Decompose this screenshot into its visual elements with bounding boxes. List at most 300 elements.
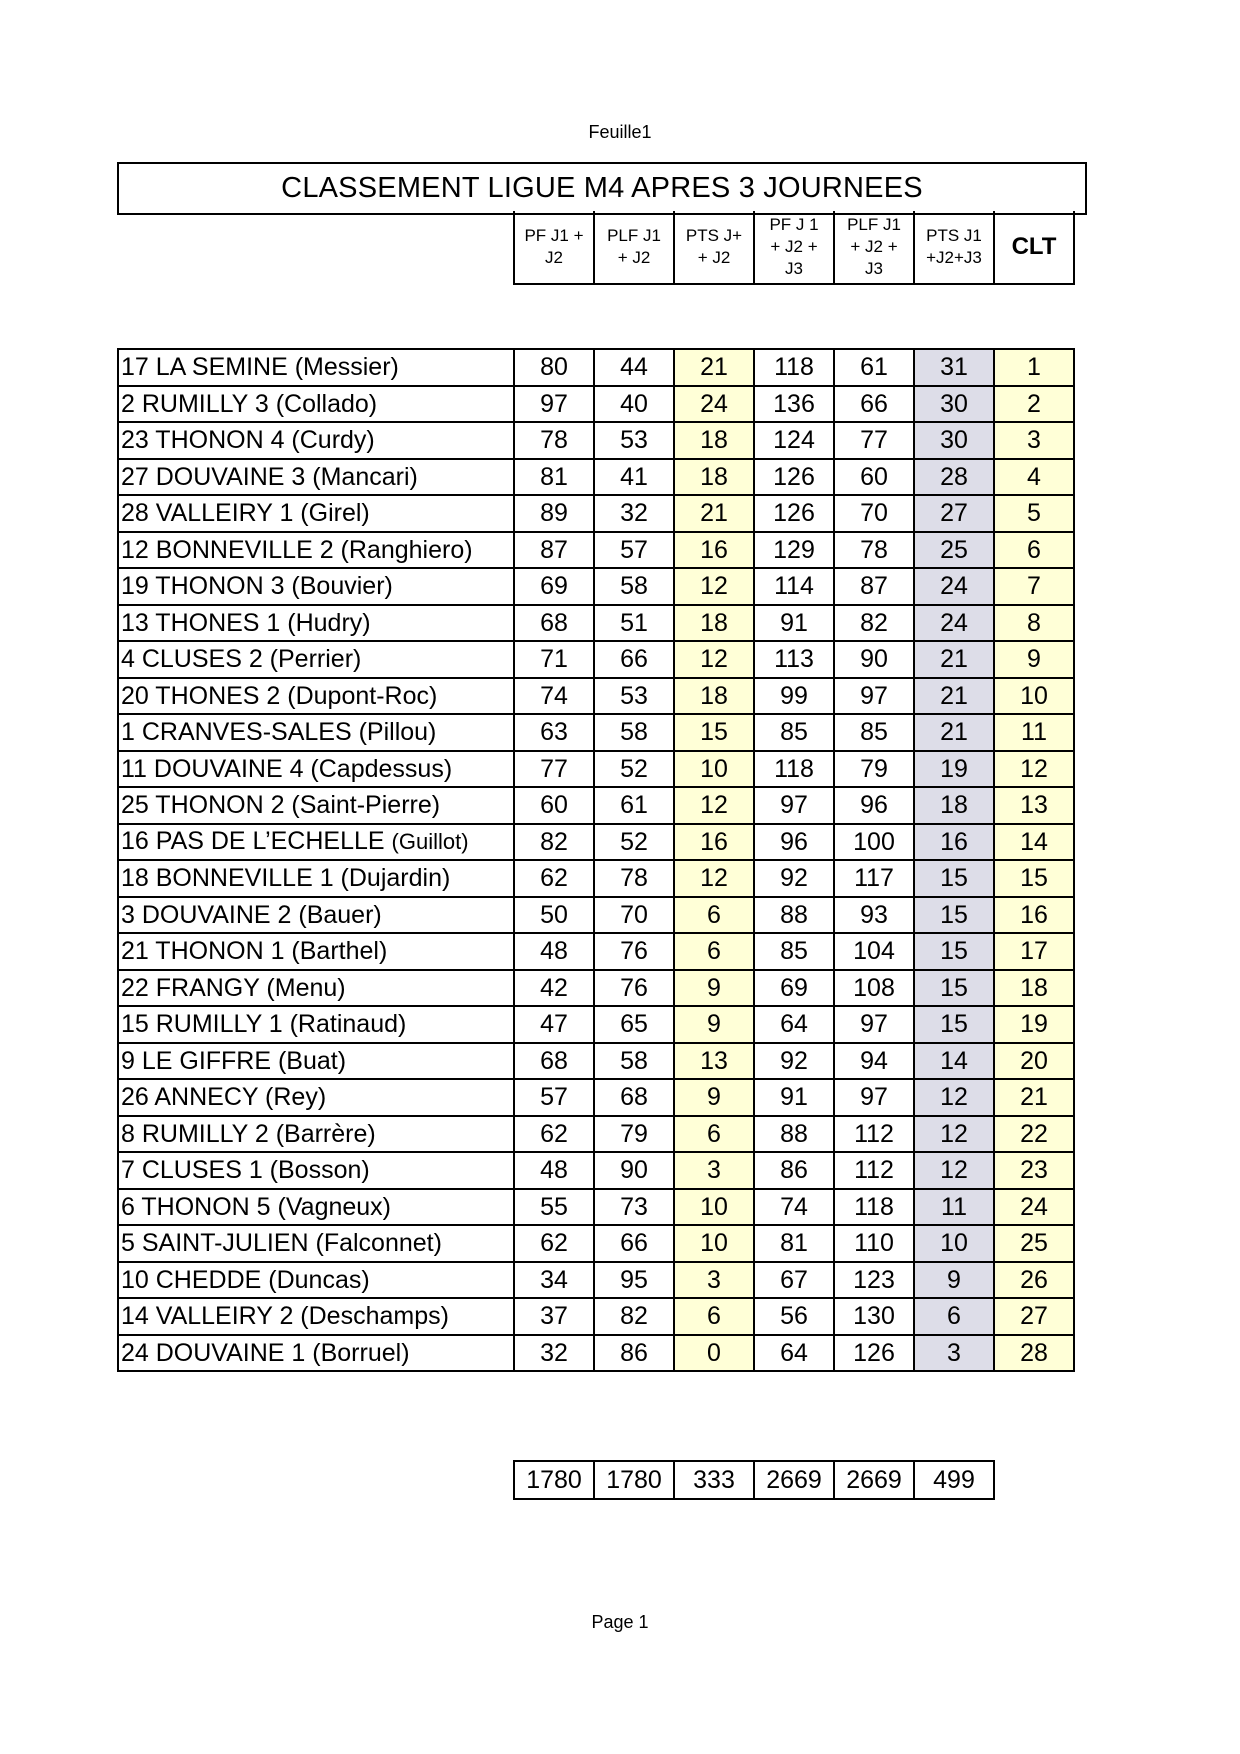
pts-cell: 12 bbox=[674, 568, 754, 605]
header-line: PTS J+ bbox=[685, 226, 743, 245]
plf-cell: 58 bbox=[594, 568, 674, 605]
team-cell bbox=[118, 1152, 514, 1189]
team-name: 10 CHEDDE (Duncas) bbox=[121, 1265, 370, 1294]
pts-total-cell: 27 bbox=[914, 495, 994, 532]
total-pf3: 2669 bbox=[754, 1461, 834, 1499]
team-coach: (Guillot) bbox=[391, 829, 469, 855]
rank-cell: 24 bbox=[994, 1189, 1074, 1226]
rank-cell: 4 bbox=[994, 459, 1074, 496]
header-line: + J2 bbox=[617, 248, 651, 267]
team-cell bbox=[118, 1189, 514, 1226]
team-name: 20 THONES 2 (Dupont-Roc) bbox=[121, 681, 438, 710]
team-name: 12 BONNEVILLE 2 (Ranghiero) bbox=[121, 535, 473, 564]
header-pf-j1-j2 bbox=[514, 211, 594, 284]
plf-total-cell: 118 bbox=[834, 1189, 914, 1226]
pts-total-cell: 16 bbox=[914, 824, 994, 861]
rank-cell: 11 bbox=[994, 714, 1074, 751]
plf-cell: 66 bbox=[594, 1225, 674, 1262]
table-row bbox=[118, 1116, 1074, 1153]
pf-total-cell: 67 bbox=[754, 1262, 834, 1299]
pts-total-cell: 24 bbox=[914, 605, 994, 642]
header-pf-j1-j2-j3 bbox=[754, 211, 834, 284]
ranking-title: CLASSEMENT LIGUE M4 APRES 3 JOURNEES bbox=[117, 162, 1087, 215]
header-line: + J2 + bbox=[770, 237, 818, 256]
plf-total-cell: 82 bbox=[834, 605, 914, 642]
plf-cell: 32 bbox=[594, 495, 674, 532]
plf-cell: 52 bbox=[594, 751, 674, 788]
team-cell bbox=[118, 349, 514, 386]
pts-cell: 16 bbox=[674, 532, 754, 569]
pf-total-cell: 88 bbox=[754, 897, 834, 934]
plf-total-cell: 117 bbox=[834, 860, 914, 897]
total-pts3: 499 bbox=[914, 1461, 994, 1499]
plf-cell: 51 bbox=[594, 605, 674, 642]
team-name: 7 CLUSES 1 (Bosson) bbox=[121, 1156, 370, 1185]
header-line: J2 bbox=[545, 248, 563, 267]
plf-total-cell: 66 bbox=[834, 386, 914, 423]
plf-cell: 76 bbox=[594, 970, 674, 1007]
pf-total-cell: 91 bbox=[754, 1079, 834, 1116]
table-row bbox=[118, 933, 1074, 970]
pts-cell: 9 bbox=[674, 970, 754, 1007]
pts-cell: 3 bbox=[674, 1262, 754, 1299]
pf-cell: 69 bbox=[514, 568, 594, 605]
table-row bbox=[118, 532, 1074, 569]
pf-total-cell: 114 bbox=[754, 568, 834, 605]
plf-total-cell: 126 bbox=[834, 1335, 914, 1372]
pts-total-cell: 21 bbox=[914, 678, 994, 715]
table-row bbox=[118, 714, 1074, 751]
rank-cell: 28 bbox=[994, 1335, 1074, 1372]
pts-cell: 10 bbox=[674, 751, 754, 788]
rank-cell: 13 bbox=[994, 787, 1074, 824]
pts-cell: 21 bbox=[674, 495, 754, 532]
pf-total-cell: 86 bbox=[754, 1152, 834, 1189]
team-name: 27 DOUVAINE 3 (Mancari) bbox=[121, 462, 418, 491]
team-cell bbox=[118, 1225, 514, 1262]
table-row bbox=[118, 1335, 1074, 1372]
pf-cell: 82 bbox=[514, 824, 594, 861]
pf-total-cell: 113 bbox=[754, 641, 834, 678]
team-name: 3 DOUVAINE 2 (Bauer) bbox=[121, 900, 382, 929]
pts-total-cell: 18 bbox=[914, 787, 994, 824]
table-row bbox=[118, 1079, 1074, 1116]
pf-cell: 89 bbox=[514, 495, 594, 532]
header-pts-j1-j2 bbox=[674, 211, 754, 284]
team-name: 2 RUMILLY 3 (Collado) bbox=[121, 389, 378, 418]
team-cell bbox=[118, 1262, 514, 1299]
ranking-table bbox=[117, 348, 1075, 1372]
plf-total-cell: 61 bbox=[834, 349, 914, 386]
pf-total-cell: 74 bbox=[754, 1189, 834, 1226]
plf-total-cell: 94 bbox=[834, 1043, 914, 1080]
plf-cell: 86 bbox=[594, 1335, 674, 1372]
table-row bbox=[118, 1043, 1074, 1080]
table-row bbox=[118, 787, 1074, 824]
team-cell bbox=[118, 532, 514, 569]
pts-total-cell: 12 bbox=[914, 1152, 994, 1189]
plf-cell: 53 bbox=[594, 678, 674, 715]
table-row bbox=[118, 751, 1074, 788]
pf-total-cell: 64 bbox=[754, 1006, 834, 1043]
pts-total-cell: 30 bbox=[914, 422, 994, 459]
rank-cell: 14 bbox=[994, 824, 1074, 861]
pts-total-cell: 30 bbox=[914, 386, 994, 423]
team-name: 26 ANNECY (Rey) bbox=[121, 1083, 327, 1112]
table-row bbox=[118, 422, 1074, 459]
plf-total-cell: 97 bbox=[834, 1079, 914, 1116]
pf-cell: 71 bbox=[514, 641, 594, 678]
pts-cell: 6 bbox=[674, 897, 754, 934]
rank-cell: 27 bbox=[994, 1298, 1074, 1335]
plf-cell: 61 bbox=[594, 787, 674, 824]
pts-total-cell: 15 bbox=[914, 1006, 994, 1043]
pts-total-cell: 14 bbox=[914, 1043, 994, 1080]
team-name: 9 LE GIFFRE (Buat) bbox=[121, 1046, 347, 1075]
rank-cell: 5 bbox=[994, 495, 1074, 532]
pts-total-cell: 15 bbox=[914, 860, 994, 897]
table-row bbox=[118, 459, 1074, 496]
totals-table bbox=[513, 1460, 995, 1500]
pts-cell: 18 bbox=[674, 422, 754, 459]
team-name: 22 FRANGY (Menu) bbox=[121, 973, 346, 1002]
plf-cell: 58 bbox=[594, 714, 674, 751]
pf-cell: 68 bbox=[514, 605, 594, 642]
plf-cell: 40 bbox=[594, 386, 674, 423]
column-headers bbox=[513, 211, 1075, 285]
team-name: 4 CLUSES 2 (Perrier) bbox=[121, 645, 362, 674]
pts-total-cell: 15 bbox=[914, 897, 994, 934]
pf-cell: 34 bbox=[514, 1262, 594, 1299]
team-cell bbox=[118, 860, 514, 897]
plf-total-cell: 78 bbox=[834, 532, 914, 569]
pf-total-cell: 81 bbox=[754, 1225, 834, 1262]
pf-total-cell: 126 bbox=[754, 495, 834, 532]
pf-total-cell: 91 bbox=[754, 605, 834, 642]
pts-cell: 12 bbox=[674, 860, 754, 897]
plf-total-cell: 77 bbox=[834, 422, 914, 459]
plf-total-cell: 112 bbox=[834, 1116, 914, 1153]
pts-cell: 9 bbox=[674, 1079, 754, 1116]
team-cell bbox=[118, 1116, 514, 1153]
team-cell bbox=[118, 787, 514, 824]
header-line: +J2+J3 bbox=[926, 248, 982, 267]
pf-cell: 60 bbox=[514, 787, 594, 824]
team-cell bbox=[118, 1079, 514, 1116]
team-cell bbox=[118, 970, 514, 1007]
plf-total-cell: 93 bbox=[834, 897, 914, 934]
pts-cell: 16 bbox=[674, 824, 754, 861]
team-name: 8 RUMILLY 2 (Barrère) bbox=[121, 1119, 376, 1148]
team-cell bbox=[118, 386, 514, 423]
rank-cell: 21 bbox=[994, 1079, 1074, 1116]
plf-total-cell: 96 bbox=[834, 787, 914, 824]
page-number: Page 1 bbox=[591, 1612, 649, 1632]
pf-cell: 47 bbox=[514, 1006, 594, 1043]
team-name: 13 THONES 1 (Hudry) bbox=[121, 608, 371, 637]
pts-cell: 10 bbox=[674, 1225, 754, 1262]
team-cell bbox=[118, 459, 514, 496]
pts-total-cell: 15 bbox=[914, 970, 994, 1007]
team-name: 15 RUMILLY 1 (Ratinaud) bbox=[121, 1010, 407, 1039]
pts-cell: 0 bbox=[674, 1335, 754, 1372]
rank-cell: 9 bbox=[994, 641, 1074, 678]
pf-total-cell: 96 bbox=[754, 824, 834, 861]
pf-total-cell: 85 bbox=[754, 933, 834, 970]
plf-total-cell: 97 bbox=[834, 1006, 914, 1043]
rank-cell: 10 bbox=[994, 678, 1074, 715]
pts-total-cell: 12 bbox=[914, 1079, 994, 1116]
table-row bbox=[118, 1152, 1074, 1189]
pf-cell: 78 bbox=[514, 422, 594, 459]
pf-total-cell: 118 bbox=[754, 349, 834, 386]
totals-row bbox=[514, 1461, 994, 1499]
team-cell bbox=[118, 714, 514, 751]
rank-cell: 12 bbox=[994, 751, 1074, 788]
pts-total-cell: 12 bbox=[914, 1116, 994, 1153]
plf-total-cell: 100 bbox=[834, 824, 914, 861]
pf-cell: 37 bbox=[514, 1298, 594, 1335]
table-row bbox=[118, 970, 1074, 1007]
rank-cell: 18 bbox=[994, 970, 1074, 1007]
plf-total-cell: 90 bbox=[834, 641, 914, 678]
team-cell bbox=[118, 897, 514, 934]
team-name: 6 THONON 5 (Vagneux) bbox=[121, 1192, 392, 1221]
plf-total-cell: 97 bbox=[834, 678, 914, 715]
pts-cell: 10 bbox=[674, 1189, 754, 1226]
pts-total-cell: 15 bbox=[914, 933, 994, 970]
plf-total-cell: 85 bbox=[834, 714, 914, 751]
plf-cell: 41 bbox=[594, 459, 674, 496]
table-row bbox=[118, 897, 1074, 934]
rank-cell: 16 bbox=[994, 897, 1074, 934]
rank-cell: 25 bbox=[994, 1225, 1074, 1262]
team-cell bbox=[118, 1006, 514, 1043]
table-row bbox=[118, 860, 1074, 897]
pf-cell: 87 bbox=[514, 532, 594, 569]
plf-cell: 57 bbox=[594, 532, 674, 569]
table-row bbox=[118, 386, 1074, 423]
team-cell bbox=[118, 933, 514, 970]
pts-cell: 6 bbox=[674, 1298, 754, 1335]
rank-cell: 20 bbox=[994, 1043, 1074, 1080]
pts-cell: 3 bbox=[674, 1152, 754, 1189]
pts-total-cell: 10 bbox=[914, 1225, 994, 1262]
plf-total-cell: 130 bbox=[834, 1298, 914, 1335]
plf-cell: 58 bbox=[594, 1043, 674, 1080]
pts-cell: 6 bbox=[674, 933, 754, 970]
pf-total-cell: 85 bbox=[754, 714, 834, 751]
pf-total-cell: 126 bbox=[754, 459, 834, 496]
table-row bbox=[118, 1225, 1074, 1262]
team-cell bbox=[118, 605, 514, 642]
rank-cell: 1 bbox=[994, 349, 1074, 386]
header-line: PF J 1 bbox=[769, 215, 819, 234]
plf-cell: 44 bbox=[594, 349, 674, 386]
rank-cell: 3 bbox=[994, 422, 1074, 459]
pf-cell: 48 bbox=[514, 933, 594, 970]
plf-cell: 52 bbox=[594, 824, 674, 861]
team-name: 14 VALLEIRY 2 (Deschamps) bbox=[121, 1302, 449, 1331]
pf-total-cell: 99 bbox=[754, 678, 834, 715]
header-line: PLF J1 bbox=[607, 226, 661, 245]
header-line: J3 bbox=[785, 259, 803, 278]
table-row bbox=[118, 495, 1074, 532]
pts-cell: 18 bbox=[674, 459, 754, 496]
table-row bbox=[118, 1189, 1074, 1226]
header-plf-j1-j2 bbox=[594, 211, 674, 284]
team-name: 25 THONON 2 (Saint-Pierre) bbox=[121, 791, 441, 820]
team-name: 28 VALLEIRY 1 (Girel) bbox=[121, 499, 370, 528]
plf-cell: 79 bbox=[594, 1116, 674, 1153]
header-plf-j1-j2-j3 bbox=[834, 211, 914, 284]
pts-cell: 6 bbox=[674, 1116, 754, 1153]
header-line: PTS J1 bbox=[926, 226, 982, 245]
plf-total-cell: 70 bbox=[834, 495, 914, 532]
pf-total-cell: 92 bbox=[754, 1043, 834, 1080]
header-line: CLT bbox=[1011, 233, 1057, 260]
pf-total-cell: 97 bbox=[754, 787, 834, 824]
team-cell bbox=[118, 422, 514, 459]
pf-cell: 80 bbox=[514, 349, 594, 386]
pts-total-cell: 24 bbox=[914, 568, 994, 605]
pts-cell: 15 bbox=[674, 714, 754, 751]
rank-cell: 26 bbox=[994, 1262, 1074, 1299]
table-row bbox=[118, 568, 1074, 605]
pts-total-cell: 3 bbox=[914, 1335, 994, 1372]
plf-cell: 95 bbox=[594, 1262, 674, 1299]
pf-total-cell: 136 bbox=[754, 386, 834, 423]
plf-total-cell: 87 bbox=[834, 568, 914, 605]
pts-cell: 18 bbox=[674, 678, 754, 715]
plf-total-cell: 60 bbox=[834, 459, 914, 496]
header-line: J3 bbox=[865, 259, 883, 278]
pf-cell: 62 bbox=[514, 860, 594, 897]
team-name: 11 DOUVAINE 4 (Capdessus) bbox=[121, 754, 453, 783]
pts-total-cell: 31 bbox=[914, 349, 994, 386]
pts-total-cell: 9 bbox=[914, 1262, 994, 1299]
rank-cell: 2 bbox=[994, 386, 1074, 423]
team-name: 21 THONON 1 (Barthel) bbox=[121, 937, 388, 966]
pts-cell: 18 bbox=[674, 605, 754, 642]
pf-cell: 97 bbox=[514, 386, 594, 423]
team-name: 24 DOUVAINE 1 (Borruel) bbox=[121, 1338, 410, 1367]
header-line: PF J1 + bbox=[524, 226, 584, 245]
pf-cell: 63 bbox=[514, 714, 594, 751]
pts-cell: 9 bbox=[674, 1006, 754, 1043]
table-row bbox=[118, 824, 1074, 861]
pts-total-cell: 6 bbox=[914, 1298, 994, 1335]
team-name: 1 CRANVES-SALES (Pillou) bbox=[121, 718, 437, 747]
plf-cell: 76 bbox=[594, 933, 674, 970]
plf-cell: 65 bbox=[594, 1006, 674, 1043]
pts-total-cell: 28 bbox=[914, 459, 994, 496]
plf-total-cell: 104 bbox=[834, 933, 914, 970]
plf-cell: 73 bbox=[594, 1189, 674, 1226]
plf-total-cell: 110 bbox=[834, 1225, 914, 1262]
rank-cell: 17 bbox=[994, 933, 1074, 970]
team-cell bbox=[118, 1298, 514, 1335]
pts-cell: 12 bbox=[674, 787, 754, 824]
pf-cell: 74 bbox=[514, 678, 594, 715]
team-cell bbox=[118, 495, 514, 532]
team-cell bbox=[118, 641, 514, 678]
team-cell bbox=[118, 678, 514, 715]
plf-total-cell: 79 bbox=[834, 751, 914, 788]
plf-cell: 66 bbox=[594, 641, 674, 678]
pf-cell: 42 bbox=[514, 970, 594, 1007]
team-cell bbox=[118, 568, 514, 605]
table-row bbox=[118, 641, 1074, 678]
header-line: + J2 bbox=[697, 248, 731, 267]
team-name: 5 SAINT-JULIEN (Falconnet) bbox=[121, 1229, 442, 1258]
plf-cell: 90 bbox=[594, 1152, 674, 1189]
total-pts: 333 bbox=[674, 1461, 754, 1499]
plf-cell: 78 bbox=[594, 860, 674, 897]
team-name: 18 BONNEVILLE 1 (Dujardin) bbox=[121, 864, 451, 893]
rank-cell: 6 bbox=[994, 532, 1074, 569]
total-pf: 1780 bbox=[514, 1461, 594, 1499]
pf-cell: 57 bbox=[514, 1079, 594, 1116]
team-cell bbox=[118, 1335, 514, 1372]
rank-cell: 19 bbox=[994, 1006, 1074, 1043]
table-row bbox=[118, 1262, 1074, 1299]
pf-total-cell: 69 bbox=[754, 970, 834, 1007]
pts-cell: 12 bbox=[674, 641, 754, 678]
plf-cell: 68 bbox=[594, 1079, 674, 1116]
pf-total-cell: 129 bbox=[754, 532, 834, 569]
pf-cell: 55 bbox=[514, 1189, 594, 1226]
plf-cell: 82 bbox=[594, 1298, 674, 1335]
pts-total-cell: 19 bbox=[914, 751, 994, 788]
header-row bbox=[514, 211, 1074, 284]
rank-cell: 15 bbox=[994, 860, 1074, 897]
pf-cell: 62 bbox=[514, 1116, 594, 1153]
pts-total-cell: 11 bbox=[914, 1189, 994, 1226]
plf-cell: 70 bbox=[594, 897, 674, 934]
pf-cell: 81 bbox=[514, 459, 594, 496]
pf-cell: 48 bbox=[514, 1152, 594, 1189]
table-row bbox=[118, 349, 1074, 386]
rank-cell: 22 bbox=[994, 1116, 1074, 1153]
header-line: + J2 + bbox=[850, 237, 898, 256]
pts-cell: 24 bbox=[674, 386, 754, 423]
team-cell bbox=[118, 1043, 514, 1080]
plf-total-cell: 108 bbox=[834, 970, 914, 1007]
pts-total-cell: 21 bbox=[914, 714, 994, 751]
team-cell bbox=[118, 824, 514, 861]
sheet-name: Feuille1 bbox=[588, 122, 652, 142]
pf-cell: 77 bbox=[514, 751, 594, 788]
plf-cell: 53 bbox=[594, 422, 674, 459]
table-row bbox=[118, 678, 1074, 715]
total-plf: 1780 bbox=[594, 1461, 674, 1499]
team-name: 16 PAS DE L’ECHELLE bbox=[121, 827, 385, 856]
rank-cell: 8 bbox=[994, 605, 1074, 642]
pf-total-cell: 88 bbox=[754, 1116, 834, 1153]
team-name: 19 THONON 3 (Bouvier) bbox=[121, 572, 393, 601]
pts-total-cell: 21 bbox=[914, 641, 994, 678]
team-cell bbox=[118, 751, 514, 788]
total-plf3: 2669 bbox=[834, 1461, 914, 1499]
pts-cell: 13 bbox=[674, 1043, 754, 1080]
header-clt bbox=[994, 211, 1074, 284]
header-pts-j1-j2-j3 bbox=[914, 211, 994, 284]
pf-total-cell: 56 bbox=[754, 1298, 834, 1335]
pts-cell: 21 bbox=[674, 349, 754, 386]
pf-total-cell: 124 bbox=[754, 422, 834, 459]
pf-cell: 62 bbox=[514, 1225, 594, 1262]
